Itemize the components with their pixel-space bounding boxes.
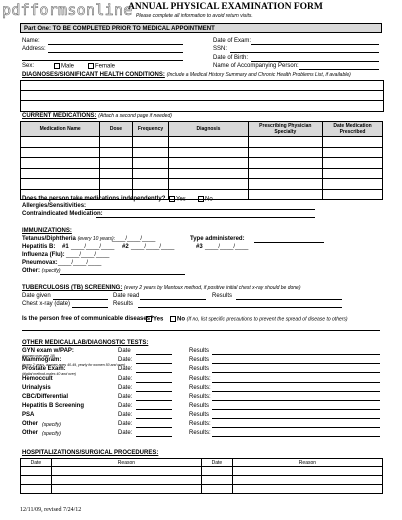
form-subtitle: Please complete all information to avoid return visits. bbox=[136, 13, 253, 19]
col-hosp-reason-2: Reason bbox=[232, 459, 382, 467]
hospitalizations-table bbox=[20, 458, 383, 494]
hospitalizations-header-row bbox=[21, 459, 383, 467]
male-checkbox[interactable] bbox=[54, 63, 60, 69]
communicable-yes-checkbox[interactable] bbox=[146, 316, 152, 322]
test-date-field[interactable] bbox=[136, 354, 172, 355]
test-label: Hemoccult bbox=[22, 376, 53, 382]
independent-yes-label: Yes bbox=[176, 196, 186, 203]
female-checkbox[interactable] bbox=[88, 63, 94, 69]
col-diagnosis: Diagnosis bbox=[169, 122, 248, 137]
test-date-field[interactable] bbox=[136, 427, 172, 428]
tb-date-given-field[interactable] bbox=[53, 299, 108, 300]
allergies-field[interactable] bbox=[85, 209, 315, 210]
medication-row[interactable] bbox=[21, 158, 383, 169]
independent-yes-checkbox[interactable] bbox=[169, 196, 175, 202]
test-row bbox=[0, 412, 402, 421]
test-sublabel: (women over age 18) bbox=[22, 354, 56, 358]
accompanying-field[interactable] bbox=[299, 69, 379, 70]
test-date-label: Date: bbox=[118, 366, 133, 372]
tetanus-label: Tetanus/Diphtheria bbox=[22, 236, 76, 242]
diagnoses-heading-line bbox=[22, 72, 351, 79]
hepb-2-label: #2 bbox=[122, 244, 129, 250]
independent-no-option[interactable] bbox=[198, 196, 213, 204]
col-hosp-date-1: Date bbox=[21, 459, 52, 467]
tb-heading: TUBERCULOSIS (TB) SCREENING: bbox=[22, 285, 123, 291]
influenza-label: Influenza (Flu): bbox=[22, 252, 65, 258]
test-sublabel: (specify) bbox=[42, 422, 61, 428]
diagnoses-box[interactable] bbox=[20, 80, 384, 112]
contraindicated-label: Contraindicated Medication: bbox=[22, 211, 103, 217]
hepb-3-label: #3 bbox=[196, 244, 203, 250]
test-date-field[interactable] bbox=[136, 436, 172, 437]
tetanus-label-line bbox=[22, 236, 115, 243]
test-date-field[interactable] bbox=[136, 409, 172, 410]
test-row bbox=[0, 403, 402, 412]
hepb-2-field[interactable]: ____/____/____ bbox=[131, 244, 175, 250]
tb-results-label: Results bbox=[212, 293, 233, 299]
medication-row[interactable] bbox=[21, 179, 383, 190]
medications-heading-line bbox=[22, 113, 172, 120]
tb-results-field[interactable] bbox=[236, 299, 342, 300]
diagnoses-heading: DIAGNOSES/SIGNIFICANT HEALTH CONDITIONS: bbox=[22, 72, 165, 78]
hospitalizations-heading: HOSPITALIZATIONS/SURGICAL PROCEDURES: bbox=[22, 450, 159, 456]
diagnoses-line bbox=[21, 90, 383, 91]
test-results-label: Results bbox=[189, 357, 210, 363]
test-results-field[interactable] bbox=[212, 427, 380, 428]
communicable-yes-label: Yes bbox=[153, 316, 164, 323]
test-date-label: Date: bbox=[118, 430, 133, 436]
test-date-label: Date: bbox=[118, 403, 133, 409]
chest-xray-results-field[interactable] bbox=[138, 307, 342, 308]
medication-row[interactable] bbox=[21, 168, 383, 179]
test-results-field[interactable] bbox=[212, 436, 380, 437]
tetanus-date-field[interactable]: ____/____/____ bbox=[112, 236, 156, 242]
test-label: Other bbox=[22, 430, 39, 436]
hospitalization-row[interactable] bbox=[21, 485, 383, 494]
diagnoses-note: (Include a Medical History Summary and Chronic Health Problems List, if available) bbox=[166, 72, 351, 78]
pneumovax-label: Pneumovax: bbox=[22, 260, 58, 266]
test-results-field[interactable] bbox=[212, 363, 380, 364]
tb-heading-line bbox=[22, 285, 301, 292]
communicable-precautions-field[interactable] bbox=[22, 330, 380, 331]
hospitalization-row[interactable] bbox=[21, 476, 383, 485]
female-option[interactable] bbox=[88, 63, 115, 71]
other-tests-list bbox=[0, 348, 402, 444]
immunization-other-label: Other: bbox=[22, 268, 40, 274]
test-date-field[interactable] bbox=[136, 400, 172, 401]
test-date-label: Date: bbox=[118, 376, 133, 382]
test-row bbox=[0, 376, 402, 385]
immunization-other-line bbox=[22, 268, 61, 275]
medications-note: (Attach a second page if needed) bbox=[98, 113, 172, 119]
tb-date-read-label: Date read bbox=[113, 293, 140, 299]
test-label: Prostate Exam: bbox=[22, 366, 66, 372]
col-date-prescribed: Date Medication Prescribed bbox=[323, 122, 383, 137]
communicable-no-checkbox[interactable] bbox=[170, 316, 176, 322]
col-hosp-reason-1: Reason bbox=[51, 459, 201, 467]
test-date-label: Date: bbox=[118, 394, 133, 400]
test-results-field[interactable] bbox=[212, 409, 380, 410]
medications-heading: CURRENT MEDICATIONS: bbox=[22, 113, 97, 119]
tb-date-given-label: Date given bbox=[22, 293, 51, 299]
communicable-no-option[interactable] bbox=[170, 316, 348, 324]
col-dose: Dose bbox=[100, 122, 132, 137]
test-date-field[interactable] bbox=[136, 372, 172, 373]
test-sublabel: (digital method-males 40 and over) bbox=[22, 372, 77, 376]
test-results-label: Results: bbox=[189, 385, 211, 391]
test-sublabel: (every 2 years- women ages 40-49, yearly for women 50 and over) bbox=[22, 363, 126, 367]
test-results-label: Results: bbox=[189, 394, 211, 400]
hepb-1-field[interactable]: ____/____/____ bbox=[71, 244, 115, 250]
test-date-field[interactable] bbox=[136, 363, 172, 364]
test-label: PSA bbox=[22, 412, 35, 418]
hospitalization-row[interactable] bbox=[21, 467, 383, 476]
hepb-1-label: #1 bbox=[62, 244, 69, 250]
name-label: Name: bbox=[22, 38, 40, 44]
test-results-label: Results bbox=[189, 412, 210, 418]
tetanus-note: (every 10 years): bbox=[77, 236, 116, 242]
chest-xray-results-label: Results bbox=[113, 301, 134, 307]
test-date-label: Date: bbox=[118, 421, 133, 427]
date-of-exam-field[interactable] bbox=[251, 44, 379, 45]
sex-label: Sex: bbox=[22, 63, 35, 69]
independent-label: Does the person take medications independently? bbox=[22, 196, 166, 202]
test-results-label: Results: bbox=[189, 421, 211, 427]
test-date-label: Date bbox=[118, 348, 131, 354]
immunization-other-field[interactable] bbox=[60, 274, 185, 275]
medication-row[interactable] bbox=[21, 137, 383, 148]
col-physician-specialty: Prescribing Physician Specialty bbox=[248, 122, 323, 137]
medications-header-row bbox=[21, 122, 383, 137]
test-sublabel: (specify) bbox=[42, 431, 61, 437]
communicable-yes-option[interactable] bbox=[146, 316, 163, 324]
test-row bbox=[0, 421, 402, 430]
accompanying-label: Name of Accompanying Person: bbox=[213, 63, 299, 69]
part-one-header: Part One: TO BE COMPLETED PRIOR TO MEDICAL APPOINTMENT bbox=[20, 23, 382, 33]
other-tests-heading: OTHER MEDICAL/LAB/DIAGNOSTIC TESTS: bbox=[22, 340, 149, 346]
test-results-label: Results bbox=[189, 348, 210, 354]
test-results-label: Results: bbox=[189, 430, 211, 436]
test-results-field[interactable] bbox=[212, 354, 380, 355]
ssn-field[interactable] bbox=[230, 52, 379, 53]
date-of-birth-label: Date of Birth: bbox=[213, 55, 249, 61]
type-admin-label: Type administered: bbox=[190, 236, 245, 242]
chest-xray-date-field[interactable] bbox=[72, 307, 108, 308]
test-row bbox=[0, 430, 402, 439]
test-results-field[interactable] bbox=[212, 418, 380, 419]
pneumovax-field[interactable]: ____/____/____ bbox=[58, 260, 102, 266]
test-results-label: Results: bbox=[189, 376, 211, 382]
test-date-field[interactable] bbox=[136, 382, 172, 383]
test-results-field[interactable] bbox=[212, 382, 380, 383]
communicable-no-label: No bbox=[177, 316, 185, 323]
type-admin-field[interactable] bbox=[254, 242, 324, 243]
col-medication-name: Medication Name bbox=[21, 122, 100, 137]
test-results-field[interactable] bbox=[212, 372, 380, 373]
test-row bbox=[0, 385, 402, 394]
test-label: Hepatitis B Screening bbox=[22, 403, 85, 409]
immunizations-heading: IMMUNIZATIONS: bbox=[22, 228, 72, 234]
test-label: Urinalysis bbox=[22, 385, 51, 391]
test-results-field[interactable] bbox=[212, 400, 380, 401]
address-label: Address: bbox=[22, 46, 46, 52]
chest-xray-label: Chest x-ray (date) bbox=[22, 301, 71, 307]
test-row bbox=[0, 394, 402, 403]
address-field-2[interactable] bbox=[22, 60, 183, 61]
test-row bbox=[0, 348, 402, 357]
test-row bbox=[0, 357, 402, 366]
test-date-field[interactable] bbox=[136, 391, 172, 392]
communicable-note: (If no, list specific precautions to prevent the spread of disease to others) bbox=[186, 316, 348, 323]
test-results-label: Results bbox=[189, 366, 210, 372]
hepb-3-field[interactable]: ____/____/____ bbox=[205, 244, 249, 250]
male-option[interactable] bbox=[54, 63, 74, 71]
test-label: Mammogram: bbox=[22, 357, 62, 363]
communicable-label: Is the person free of communicable diseases? bbox=[22, 316, 154, 322]
address-field[interactable] bbox=[48, 52, 183, 53]
test-date-field[interactable] bbox=[136, 418, 172, 419]
independent-yes-option[interactable] bbox=[169, 196, 186, 204]
date-of-birth-field[interactable] bbox=[251, 61, 379, 62]
test-date-label: Date: bbox=[118, 412, 133, 418]
influenza-field[interactable]: ____/____/____ bbox=[66, 252, 110, 258]
independent-no-checkbox[interactable] bbox=[198, 196, 204, 202]
test-results-field[interactable] bbox=[212, 391, 380, 392]
medication-row[interactable] bbox=[21, 147, 383, 158]
tb-date-read-field[interactable] bbox=[140, 299, 206, 300]
date-of-exam-label: Date of Exam: bbox=[213, 38, 252, 44]
independent-no-label: No bbox=[205, 196, 213, 203]
immunization-other-specify: (specify) bbox=[41, 268, 61, 274]
medications-table bbox=[20, 121, 383, 200]
test-row bbox=[0, 366, 402, 375]
col-hosp-date-2: Date bbox=[201, 459, 232, 467]
test-date-label: Date: bbox=[118, 357, 133, 363]
footer-revision: 12/11/09, revised 7/24/12 bbox=[20, 507, 82, 513]
test-label: GYN exam w/PAP: bbox=[22, 348, 74, 354]
test-date-label: Date: bbox=[118, 385, 133, 391]
contraindicated-field[interactable] bbox=[96, 217, 315, 218]
test-results-label: Results bbox=[189, 403, 210, 409]
test-label: CBC/Differential bbox=[22, 394, 69, 400]
diagnoses-line bbox=[21, 100, 383, 101]
form-title: ANNUAL PHYSICAL EXAMINATION FORM bbox=[128, 2, 323, 12]
test-label: Other bbox=[22, 421, 39, 427]
col-frequency: Frequency bbox=[132, 122, 169, 137]
name-field[interactable] bbox=[48, 44, 183, 45]
female-label: Female bbox=[95, 63, 116, 70]
male-label: Male bbox=[61, 63, 75, 70]
hepb-label: Hepatitis B: bbox=[22, 244, 56, 250]
tb-note: (every 2 years by Mantoux method, if positive initial chest x-ray should be done) bbox=[124, 285, 301, 291]
watermark-text: pdfformsonline bbox=[2, 1, 133, 19]
allergies-label: Allergies/Sensitivities: bbox=[22, 203, 87, 209]
ssn-label: SSN: bbox=[213, 46, 228, 52]
